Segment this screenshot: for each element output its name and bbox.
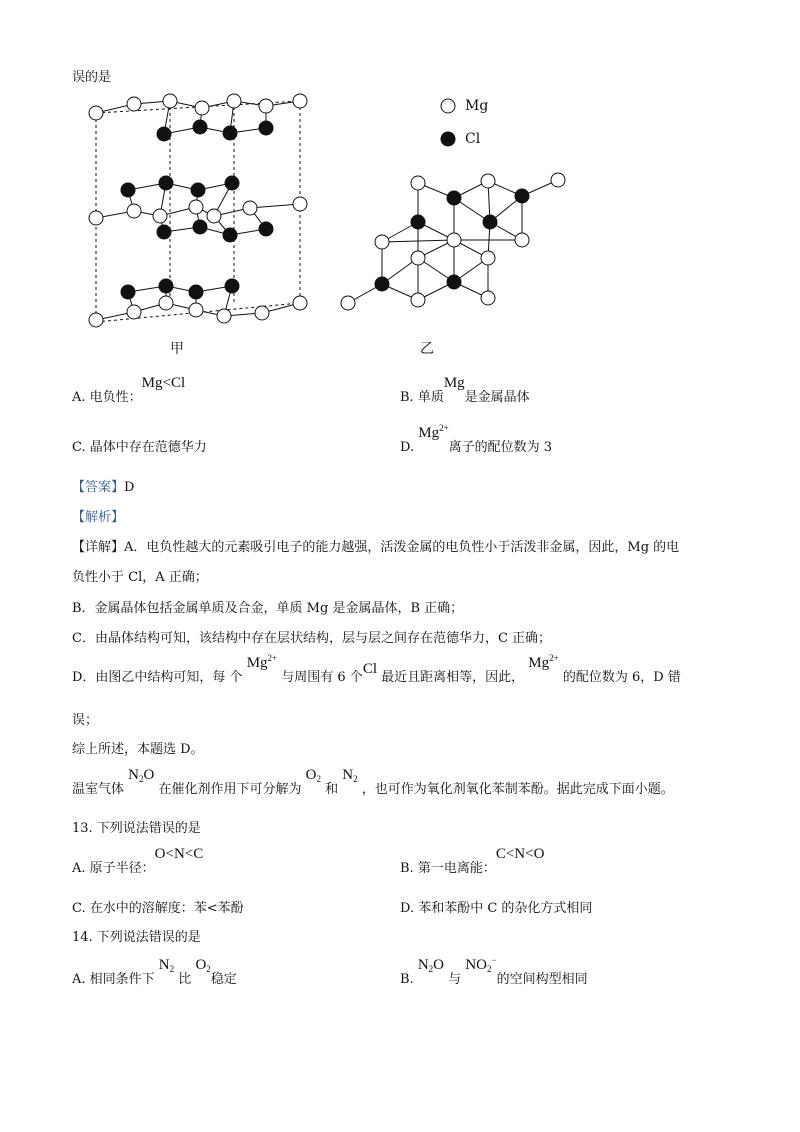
mg-atom — [259, 99, 273, 113]
mg-atom — [189, 303, 203, 317]
legend-mg-label: Mg — [465, 98, 489, 114]
cl-atom — [121, 183, 135, 197]
mg-atom — [195, 101, 209, 115]
intro-text: 误的是 — [72, 70, 112, 85]
mg-atom — [481, 251, 495, 265]
q12-option-d: D. $Mg^{2+}$离子的配位数为 3 — [400, 423, 553, 455]
q12-option-b: B. 单质Mg是金属晶体 — [400, 375, 530, 405]
cl-atom — [447, 191, 461, 205]
mg-atom — [227, 94, 241, 108]
cl-atom — [259, 222, 273, 236]
q13-option-c: C. 在水中的溶解度：苯<苯酚 — [72, 901, 244, 916]
mg-atom — [481, 291, 495, 305]
legend — [441, 99, 455, 146]
legend-cl-marker — [441, 132, 455, 146]
detail-a-line2: 负性小于 Cl，A 正确； — [72, 570, 208, 585]
mg-atom — [293, 197, 307, 211]
cl-atom — [225, 279, 239, 293]
detail-c: C．由晶体结构可知，该结构中存在层状结构，层与层之间存在范德华力，C 正确； — [72, 631, 552, 646]
cl-atom — [223, 126, 237, 140]
mg-atom — [127, 305, 141, 319]
mg-atom — [255, 306, 269, 320]
detail-d-line1: D．由图乙中结构可知，每 个 $Mg^{2+}$ 与周围有 6 个Cl 最近且距离相等，因此， $Mg^{2+}$ 的配位数为 6，D 错 — [72, 653, 681, 685]
cl-atom — [223, 228, 237, 242]
mg-atom — [89, 106, 103, 120]
mg-atom — [207, 209, 221, 223]
cl-atom — [483, 215, 497, 229]
q12-option-c: C. 晶体中存在范德华力 — [72, 440, 207, 455]
figure-label-jia: 甲 — [170, 341, 184, 357]
bond-line — [250, 204, 300, 208]
legend-mg-marker — [441, 99, 455, 113]
mg-atom — [127, 97, 141, 111]
mg-atom — [293, 94, 307, 108]
passage-intro: 温室气体 $N_2O$ 在催化剂作用下可分解为 $O_2$ 和 $N_2$ ，也可作为氧化剂氧化苯制苯酚。据此完成下面小题。 — [72, 767, 674, 797]
cl-atom — [159, 176, 173, 190]
figure-jia-layered-structure — [89, 94, 307, 327]
cl-atom — [375, 277, 389, 291]
mg-atom — [481, 174, 495, 188]
q14-option-a: A. 相同条件下 $N_2$ 比 $O_2$稳定 — [72, 957, 237, 987]
mg-atom — [89, 211, 103, 225]
cl-atom — [259, 121, 273, 135]
cl-atom — [411, 215, 425, 229]
mg-atom — [515, 233, 529, 247]
cl-atom — [121, 285, 135, 299]
mg-atom — [447, 233, 461, 247]
q14-option-b: B. $N_2O$ 与 $NO_2^-$的空间构型相同 — [400, 955, 588, 987]
mg-atom — [159, 296, 173, 310]
legend-cl-label: Cl — [465, 131, 481, 147]
figure-label-yi: 乙 — [420, 341, 434, 357]
mg-atom — [127, 204, 141, 218]
mg-atom — [411, 293, 425, 307]
cl-atom — [191, 183, 205, 197]
cl-atom — [193, 120, 207, 134]
q13-option-a: A. 原子半径：O<N<C — [72, 846, 204, 876]
cl-atom — [515, 189, 529, 203]
mg-atom — [189, 200, 203, 214]
mg-atom — [411, 176, 425, 190]
cl-atom — [189, 285, 203, 299]
detail-summary: 综上所述，本题选 D。 — [72, 742, 204, 757]
cl-atom — [225, 176, 239, 190]
answer-line: 【答案】D — [72, 480, 135, 495]
mg-atom — [375, 235, 389, 249]
mg-atom — [163, 94, 177, 108]
cl-atom — [159, 279, 173, 293]
mg-atom — [411, 251, 425, 265]
analysis-tag: 【解析】 — [72, 510, 125, 525]
mg-atom — [153, 209, 167, 223]
mg-atom — [293, 296, 307, 310]
cl-atom — [157, 225, 171, 239]
cl-atom — [447, 275, 461, 289]
detail-b: B．金属晶体包括金属单质及合金，单质 Mg 是金属晶体，B 正确； — [72, 601, 464, 616]
detail-a-line1: 【详解】A．电负性越大的元素吸引电子的能力越强，活泼金属的电负性小于活泼非金属，因此，Mg 的电 — [72, 540, 680, 555]
mg-atom — [341, 296, 355, 310]
q13-option-b: B. 第一电离能：C<N<O — [400, 846, 545, 876]
mg-atom — [217, 309, 231, 323]
mg-atom — [89, 313, 103, 327]
figure-yi-single-layer — [341, 173, 565, 310]
q13-stem: 13. 下列说法错误的是 — [72, 821, 201, 836]
q14-stem: 14. 下列说法错误的是 — [72, 930, 201, 945]
mg-atom — [243, 201, 257, 215]
detail-d-line2: 误； — [72, 713, 99, 728]
mg-atom — [551, 173, 565, 187]
cl-atom — [157, 127, 171, 141]
q13-option-d: D. 苯和苯酚中 C 的杂化方式相同 — [400, 901, 593, 916]
cl-atom — [193, 220, 207, 234]
q12-option-a: A. 电负性：Mg<Cl — [72, 375, 186, 405]
